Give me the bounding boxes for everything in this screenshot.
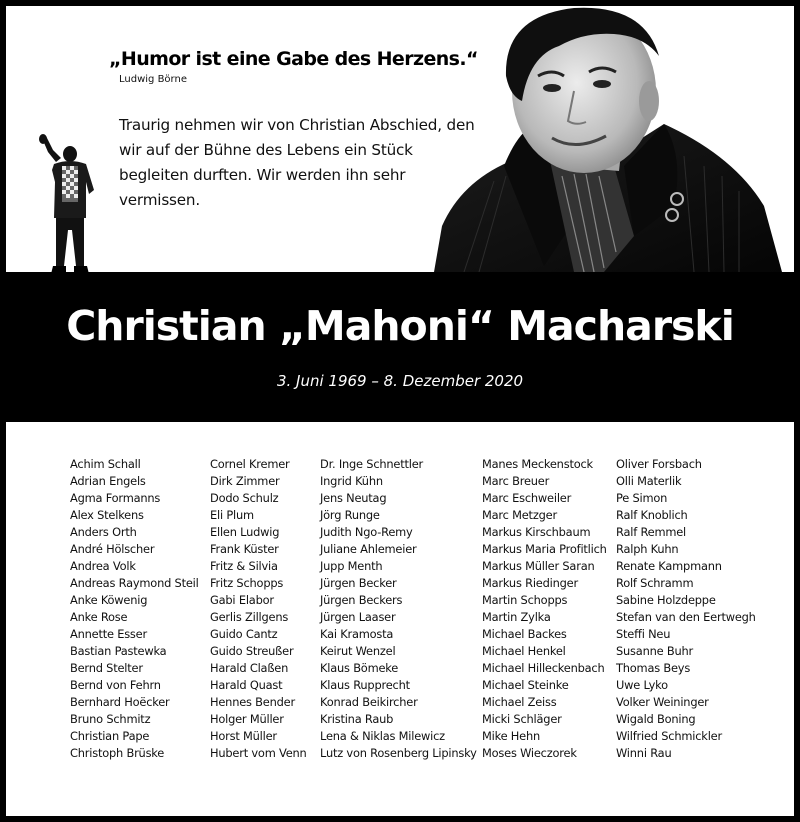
mourner-name: Cornel Kremer	[210, 457, 290, 471]
mourner-name: Keirut Wenzel	[320, 644, 396, 658]
mourner-name: Bernhard Hoëcker	[70, 695, 170, 709]
mourner-name: Rolf Schramm	[616, 576, 694, 590]
mourner-name: Kristina Raub	[320, 712, 394, 726]
mourner-name: Ellen Ludwig	[210, 525, 280, 539]
mourner-name: Guido Cantz	[210, 627, 278, 641]
mourner-name: Jürgen Beckers	[320, 593, 403, 607]
intro-text: Traurig nehmen wir von Christian Abschied, den wir auf der Bühne des Lebens ein Stück begleiten durften. Wir werden ihn sehr vermissen.	[119, 116, 475, 209]
mourner-name: Volker Weininger	[616, 695, 709, 709]
mourners-column-2	[210, 456, 307, 762]
mourner-name: Jürgen Laaser	[320, 610, 396, 624]
mourners-list	[6, 456, 794, 776]
mourner-name: Ralph Kuhn	[616, 542, 679, 556]
mourner-name: Marc Breuer	[482, 474, 550, 488]
mourner-name: Hubert vom Venn	[210, 746, 307, 760]
mourner-name: Michael Zeiss	[482, 695, 557, 709]
mourner-name: Ralf Remmel	[616, 525, 687, 539]
mourner-name: Anke Köwenig	[70, 593, 148, 607]
mourner-name: Winni Rau	[616, 746, 672, 760]
mourner-name: Markus Riedinger	[482, 576, 578, 590]
mourner-name: Horst Müller	[210, 729, 277, 743]
mourner-name: Markus Müller Saran	[482, 559, 595, 573]
name-banner	[6, 272, 794, 422]
mourner-name: Eli Plum	[210, 508, 254, 522]
mourner-name: Lutz von Rosenberg Lipinsky	[320, 746, 477, 760]
mourner-name: Frank Küster	[210, 542, 279, 556]
mourner-name: Adrian Engels	[70, 474, 146, 488]
mourner-name: Stefan van den Eertwegh	[616, 610, 756, 624]
mourner-name: Moses Wieczorek	[482, 746, 577, 760]
mourners-column-3	[320, 456, 477, 762]
mourner-name: Jürgen Becker	[320, 576, 397, 590]
mourner-name: André Hölscher	[70, 542, 155, 556]
mourner-name: Jupp Menth	[320, 559, 383, 573]
life-dates: 3. Juni 1969 – 8. Dezember 2020	[276, 372, 524, 390]
mourner-name: Fritz & Silvia	[210, 559, 278, 573]
mourner-name: Marc Eschweiler	[482, 491, 572, 505]
mourner-name: Olli Materlik	[616, 474, 682, 488]
mourners-column-5	[616, 456, 756, 762]
mourner-name: Manes Meckenstock	[482, 457, 593, 471]
mourner-name: Wilfried Schmickler	[616, 729, 722, 743]
mourner-name: Marc Metzger	[482, 508, 557, 522]
mourner-name: Micki Schläger	[482, 712, 562, 726]
mourner-name: Harald Claßen	[210, 661, 289, 675]
mourner-name: Ingrid Kühn	[320, 474, 383, 488]
mourner-name: Jens Neutag	[320, 491, 387, 505]
mourner-name: Uwe Lyko	[616, 678, 668, 692]
mourner-name: Martin Schopps	[482, 593, 568, 607]
mourner-name: Kai Kramosta	[320, 627, 394, 641]
mourner-name: Judith Ngo-Remy	[320, 525, 413, 539]
mourner-name: Guido Streußer	[210, 644, 294, 658]
quote: „Humor ist eine Gabe des Herzens.“	[109, 48, 478, 70]
mourner-name: Lena & Niklas Milewicz	[320, 729, 445, 743]
mourner-name: Steffi Neu	[616, 627, 671, 641]
mourner-name: Anke Rose	[70, 610, 128, 624]
portrait-photo	[434, 6, 794, 272]
mourner-name: Juliane Ahlemeier	[320, 542, 417, 556]
mourner-name: Hennes Bender	[210, 695, 295, 709]
quote-author: Ludwig Börne	[119, 74, 187, 85]
mourner-name: Bruno Schmitz	[70, 712, 151, 726]
mourner-name: Fritz Schopps	[210, 576, 284, 590]
mourner-name: Ralf Knoblich	[616, 508, 688, 522]
mourner-name: Wigald Boning	[616, 712, 696, 726]
mourner-name: Dodo Schulz	[210, 491, 279, 505]
mourner-name: Pe Simon	[616, 491, 668, 505]
mourner-name: Achim Schall	[70, 457, 141, 471]
mourner-name: Michael Hilleckenbach	[482, 661, 605, 675]
mourner-name: Renate Kampmann	[616, 559, 722, 573]
mourner-name: Michael Henkel	[482, 644, 566, 658]
mourner-name: Thomas Beys	[616, 661, 691, 675]
mourner-name: Klaus Bömeke	[320, 661, 399, 675]
mourner-name: Bernd von Fehrn	[70, 678, 161, 692]
mourners-column-4	[482, 456, 607, 762]
mourner-name: Jörg Runge	[320, 508, 380, 522]
mourner-name: Markus Kirschbaum	[482, 525, 591, 539]
mourners-column-1	[70, 456, 199, 762]
mourner-name: Anders Orth	[70, 525, 137, 539]
mourner-name: Bastian Pastewka	[70, 644, 167, 658]
mourner-name: Harald Quast	[210, 678, 283, 692]
mourner-name: Andreas Raymond Steil	[70, 576, 199, 590]
mourner-name: Agma Formanns	[70, 491, 161, 505]
mourner-name: Michael Steinke	[482, 678, 569, 692]
mourner-name: Holger Müller	[210, 712, 284, 726]
mourner-name: Oliver Forsbach	[616, 457, 702, 471]
mourner-name: Dirk Zimmer	[210, 474, 280, 488]
mourner-name: Markus Maria Profitlich	[482, 542, 607, 556]
mourner-name: Mike Hehn	[482, 729, 541, 743]
mourner-name: Andrea Volk	[70, 559, 136, 573]
waving-person-silhouette	[34, 134, 104, 276]
mourner-name: Susanne Buhr	[616, 644, 693, 658]
mourner-name: Konrad Beikircher	[320, 695, 418, 709]
mourner-name: Christian Pape	[70, 729, 150, 743]
mourner-name: Alex Stelkens	[70, 508, 144, 522]
mourner-name: Klaus Rupprecht	[320, 678, 410, 692]
mourner-name: Sabine Holzdeppe	[616, 593, 716, 607]
mourner-name: Michael Backes	[482, 627, 567, 641]
mourner-name: Dr. Inge Schnettler	[320, 457, 424, 471]
mourner-name: Christoph Brüske	[70, 746, 165, 760]
mourner-name: Annette Esser	[70, 627, 147, 641]
mourner-name: Bernd Stelter	[70, 661, 143, 675]
obituary-card	[6, 6, 794, 816]
mourner-name: Gabi Elabor	[210, 593, 274, 607]
deceased-name: Christian „Mahoni“ Macharski	[66, 302, 734, 350]
mourner-name: Martin Zylka	[482, 610, 551, 624]
mourner-name: Gerlis Zillgens	[210, 610, 289, 624]
